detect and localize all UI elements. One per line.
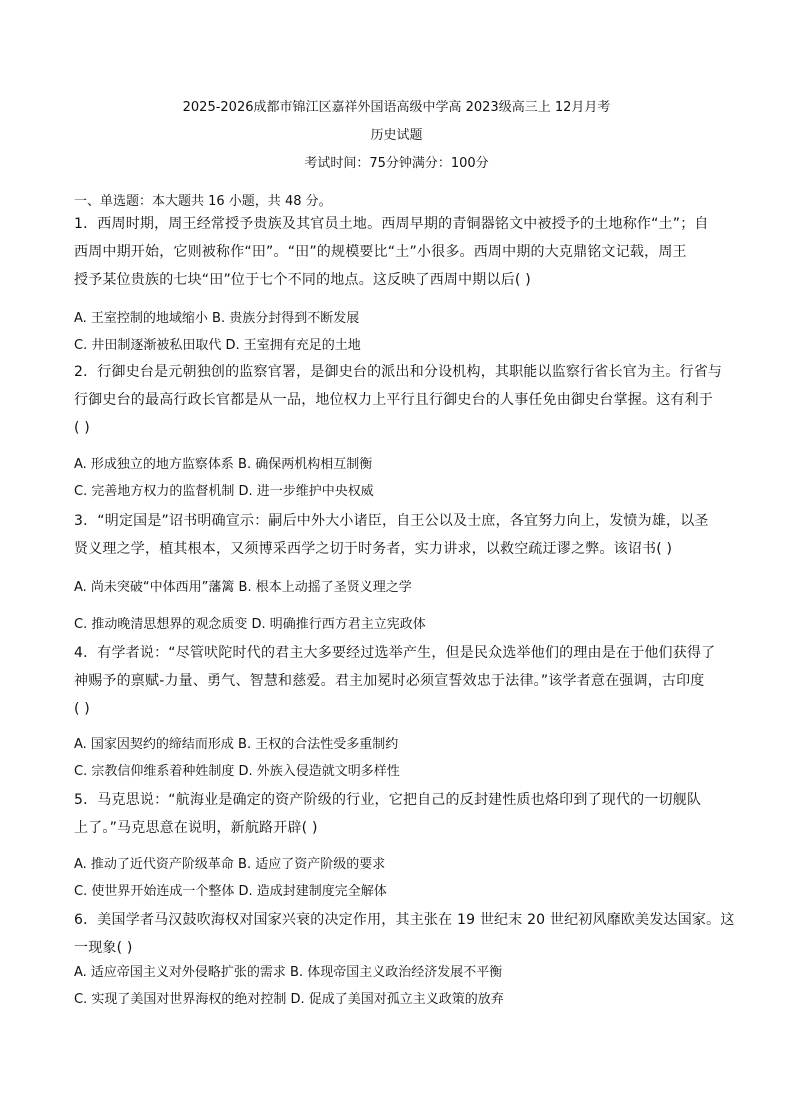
question-line: 6．美国学者马汉鼓吹海权对国家兴衰的决定作用，其主张在 19 世纪末 20 世纪初风靡欧美发达国家。这 xyxy=(74,912,735,928)
question-line: 授予某位贵族的七块“田”位于七个不同的地点。这反映了西周中期以后( ) xyxy=(74,272,531,288)
question-3-options-ab: A. 尚未突破“中体西用”藩篱 B. 根本上动摇了圣贤义理之学 xyxy=(74,580,412,595)
question-1-options-cd: C. 井田制逐渐被私田取代 D. 王室拥有充足的土地 xyxy=(74,338,361,353)
question-5-options-cd: C. 使世界开始连成一个整体 D. 造成封建制度完全解体 xyxy=(74,884,387,899)
question-line: 西周中期开始，它则被称作“田”。“田”的规模要比“土”小很多。西周中期的大克鼎铭文记载，周王 xyxy=(74,244,687,260)
question-2 xyxy=(74,358,723,442)
question-line: 行御史台的最高行政长官都是从一品，地位权力上平行且行御史台的人事任免由御史台掌握。这有利于 xyxy=(74,392,713,408)
question-3 xyxy=(74,507,719,563)
question-2-options-ab: A. 形成独立的地方监察体系 B. 确保两机构相互制衡 xyxy=(74,457,373,472)
exam-subject: 历史试题 xyxy=(370,128,423,143)
question-5-options-ab: A. 推动了近代资产阶级革命 B. 适应了资产阶级的要求 xyxy=(74,857,386,872)
question-line: 2．行御史台是元朝独创的监察官署，是御史台的派出和分设机构，其职能以监察行省长官为主。行省与 xyxy=(74,364,723,380)
question-line: 3．“明定国是”诏书明确宣示：嗣后中外大小诸臣，自王公以及士庶，各宜努力向上，发愤为雄，以圣 xyxy=(74,513,709,529)
question-line: ( ) xyxy=(74,701,90,717)
question-line: 4．有学者说：“尽管吠陀时代的君主大多要经过选举产生，但是民众选举他们的理由是在于他们获得了 xyxy=(74,645,716,661)
exam-time-score: 考试时间：75分钟满分：100分 xyxy=(304,156,489,171)
question-line: 神赐予的禀赋-力量、勇气、智慧和慈爱。君主加冕时必须宣誓效忠于法律。”该学者意在强调，古印度 xyxy=(74,673,705,689)
question-line: 一现象( ) xyxy=(74,940,133,956)
question-1-options-ab: A. 王室控制的地域缩小 B. 贵族分封得到不断发展 xyxy=(74,311,360,326)
question-4-options-ab: A. 国家因契约的缔结而形成 B. 王权的合法性受多重制约 xyxy=(74,737,399,752)
question-line: 贤义理之学，植其根本，又须博采西学之切于时务者，实力讲求，以救空疏迂谬之弊。该诏书( ) xyxy=(74,541,673,557)
question-line: ( ) xyxy=(74,420,90,436)
question-6 xyxy=(74,906,735,962)
question-6-options-ab: A. 适应帝国主义对外侵略扩张的需求 B. 体现帝国主义政治经济发展不平衡 xyxy=(74,965,503,980)
question-4-options-cd: C. 宗教信仰维系着种姓制度 D. 外族入侵造就文明多样性 xyxy=(74,764,400,779)
question-2-options-cd: C. 完善地方权力的监督机制 D. 进一步维护中央权威 xyxy=(74,484,374,499)
question-line: 5．马克思说：“航海业是确定的资产阶级的行业，它把自己的反封建性质也烙印到了现代的一切舰队 xyxy=(74,792,702,808)
question-5 xyxy=(74,786,719,842)
question-3-options-cd: C. 推动晚清思想界的观念质变 D. 明确推行西方君主立宪政体 xyxy=(74,617,426,632)
question-line: 上了。”马克思意在说明，新航路开辟( ) xyxy=(74,820,318,836)
exam-title: 2025-2026成都市锦江区嘉祥外国语高级中学高 2023级高三上 12月月考 xyxy=(182,100,611,115)
question-line: 1．西周时期，周王经常授予贵族及其官员土地。西周早期的青铜器铭文中被授予的土地称作“土”；自 xyxy=(74,216,709,232)
question-1 xyxy=(74,210,719,294)
section-heading: 一、单选题：本大题共 16 小题，共 48 分。 xyxy=(74,194,332,209)
question-4 xyxy=(74,639,719,723)
question-6-options-cd: C. 实现了美国对世界海权的绝对控制 D. 促成了美国对孤立主义政策的放弃 xyxy=(74,992,504,1007)
